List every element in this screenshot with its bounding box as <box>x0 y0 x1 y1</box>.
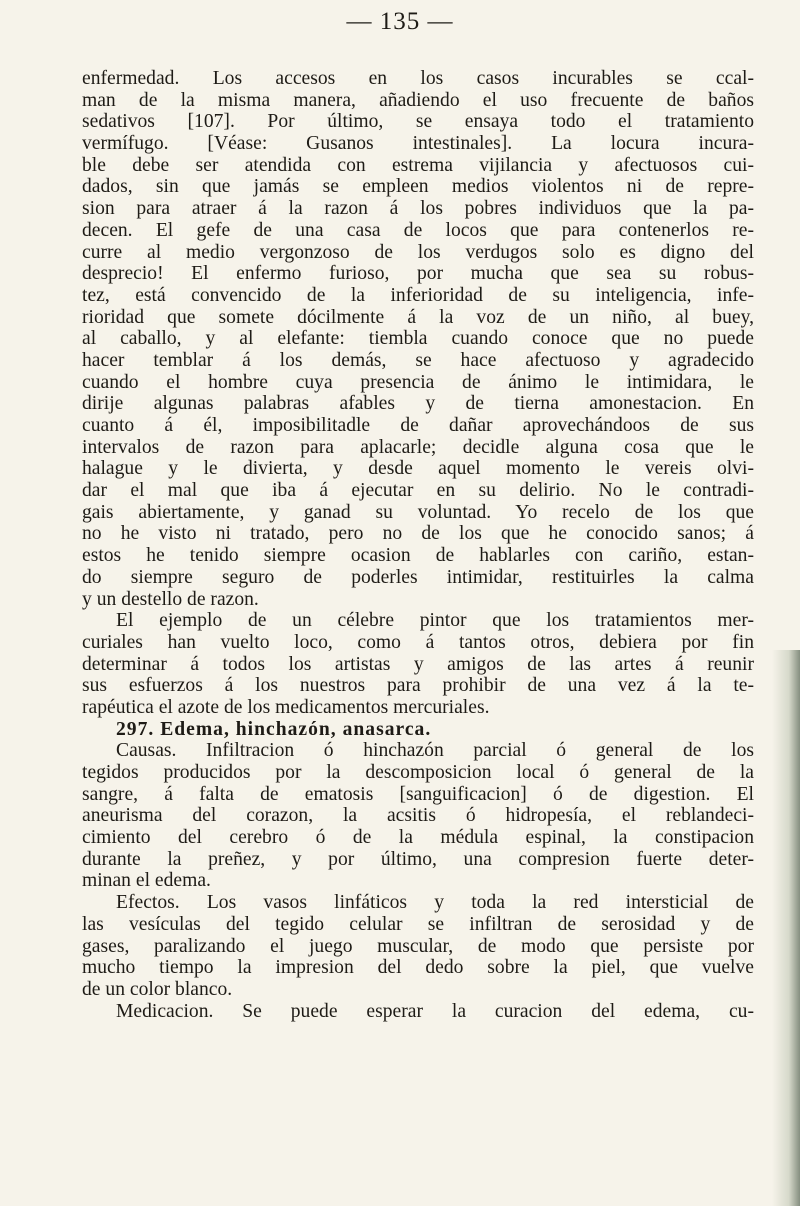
text-line: tez, está convencido de la inferioridad de su inteligencia, infe- <box>82 284 754 306</box>
text-line: El ejemplo de un célebre pintor que los tratamientos mer- <box>116 610 754 632</box>
text-line: durante la preñez, y por último, una compresion fuerte deter- <box>82 848 754 870</box>
text-line: cuanto á él, imposibilitadle de dañar aprovechándoos de sus <box>82 415 754 436</box>
text-line: y un destello de razon. <box>82 588 259 610</box>
text-line: rioridad que somete dócilmente á la voz de un niño, al buey, <box>82 306 754 328</box>
text-line: intervalos de razon para aplacarle; decidle alguna cosa que le <box>82 436 754 458</box>
text-line: Medicacion. Se puede esperar la curacion del edema, cu- <box>116 1000 754 1022</box>
page-number: — 135 — <box>346 8 454 35</box>
text-line: hacer temblar á los demás, se hace afectuoso y agradecido <box>82 349 754 371</box>
text-line: al caballo, y al elefante: tiembla cuando conoce que no puede <box>82 328 754 350</box>
text-line: minan el edema. <box>82 870 211 892</box>
page-edge-shadow <box>772 650 800 1206</box>
text-line: determinar á todos los artistas y amigos de las artes á reunir <box>82 653 754 675</box>
text-line: vermífugo. [Véase: Gusanos intestinales]. La locura incura- <box>82 133 754 155</box>
text-line: las vesículas del tegido celular se infiltran de serosidad y de <box>82 913 754 935</box>
text-line: sangre, á falta de ematosis [sanguificacion] ó de digestion. El <box>82 783 754 805</box>
body-text <box>82 68 754 1022</box>
text-line: sion para atraer á la razon á los pobres individuos que la pa- <box>82 198 754 220</box>
text-line: rapéutica el azote de los medicamentos mercuriales. <box>82 696 490 718</box>
text-line: aneurisma del corazon, la acsitis ó hidropesía, el reblandeci- <box>82 805 754 827</box>
section-heading: 297. Edema, hinchazón, anasarca. <box>116 718 432 740</box>
text-line: curiales han vuelto loco, como á tantos otros, debiera por fin <box>82 631 754 653</box>
text-line: sedativos [107]. Por último, se ensaya todo el tratamiento <box>82 111 754 133</box>
text-line: Causas. Infiltracion ó hinchazón parcial ó general de los <box>116 740 754 762</box>
text-line: Efectos. Los vasos linfáticos y toda la red intersticial de <box>116 892 754 914</box>
text-line: desprecio! El enfermo furioso, por mucha que sea su robus- <box>82 263 754 285</box>
text-line: man de la misma manera, añadiendo el uso frecuente de baños <box>82 89 754 111</box>
text-line: do siempre seguro de poderles intimidar, restituirles la calma <box>82 566 754 588</box>
text-line: curre al medio vergonzoso de los verdugos solo es digno del <box>82 241 754 263</box>
text-line: enfermedad. Los accesos en los casos incurables se ccal- <box>82 68 754 89</box>
text-line: no he visto ni tratado, pero no de los que he conocido sanos; á <box>82 523 754 545</box>
text-line: dar el mal que iba á ejecutar en su delirio. No le contradi- <box>82 480 754 502</box>
text-line: decen. El gefe de una casa de locos que para contenerlos re- <box>82 219 754 241</box>
text-line: tegidos producidos por la descomposicion local ó general de la <box>82 762 754 783</box>
text-line: gais abiertamente, y ganad su voluntad. Yo recelo de los que <box>82 501 754 523</box>
text-line: halague y le divierta, y desde aquel momento le vereis olvi- <box>82 458 754 480</box>
text-line: mucho tiempo la impresion del dedo sobre la piel, que vuelve <box>82 957 754 979</box>
text-line: cimiento del cerebro ó de la médula espinal, la constipacion <box>82 827 754 849</box>
text-line: sus esfuerzos á los nuestros para prohibir de una vez á la te- <box>82 675 754 697</box>
text-line: dirije algunas palabras afables y de tierna amonestacion. En <box>82 393 754 415</box>
text-line: de un color blanco. <box>82 978 233 1000</box>
text-line: gases, paralizando el juego muscular, de modo que persiste por <box>82 935 754 957</box>
text-line: cuando el hombre cuya presencia de ánimo le intimidara, le <box>82 371 754 393</box>
text-line: ble debe ser atendida con estrema vijilancia y afectuosos cui- <box>82 154 754 176</box>
text-line: estos he tenido siempre ocasion de hablarles con cariño, estan- <box>82 545 754 567</box>
text-line: dados, sin que jamás se empleen medios violentos ni de repre- <box>82 176 754 198</box>
